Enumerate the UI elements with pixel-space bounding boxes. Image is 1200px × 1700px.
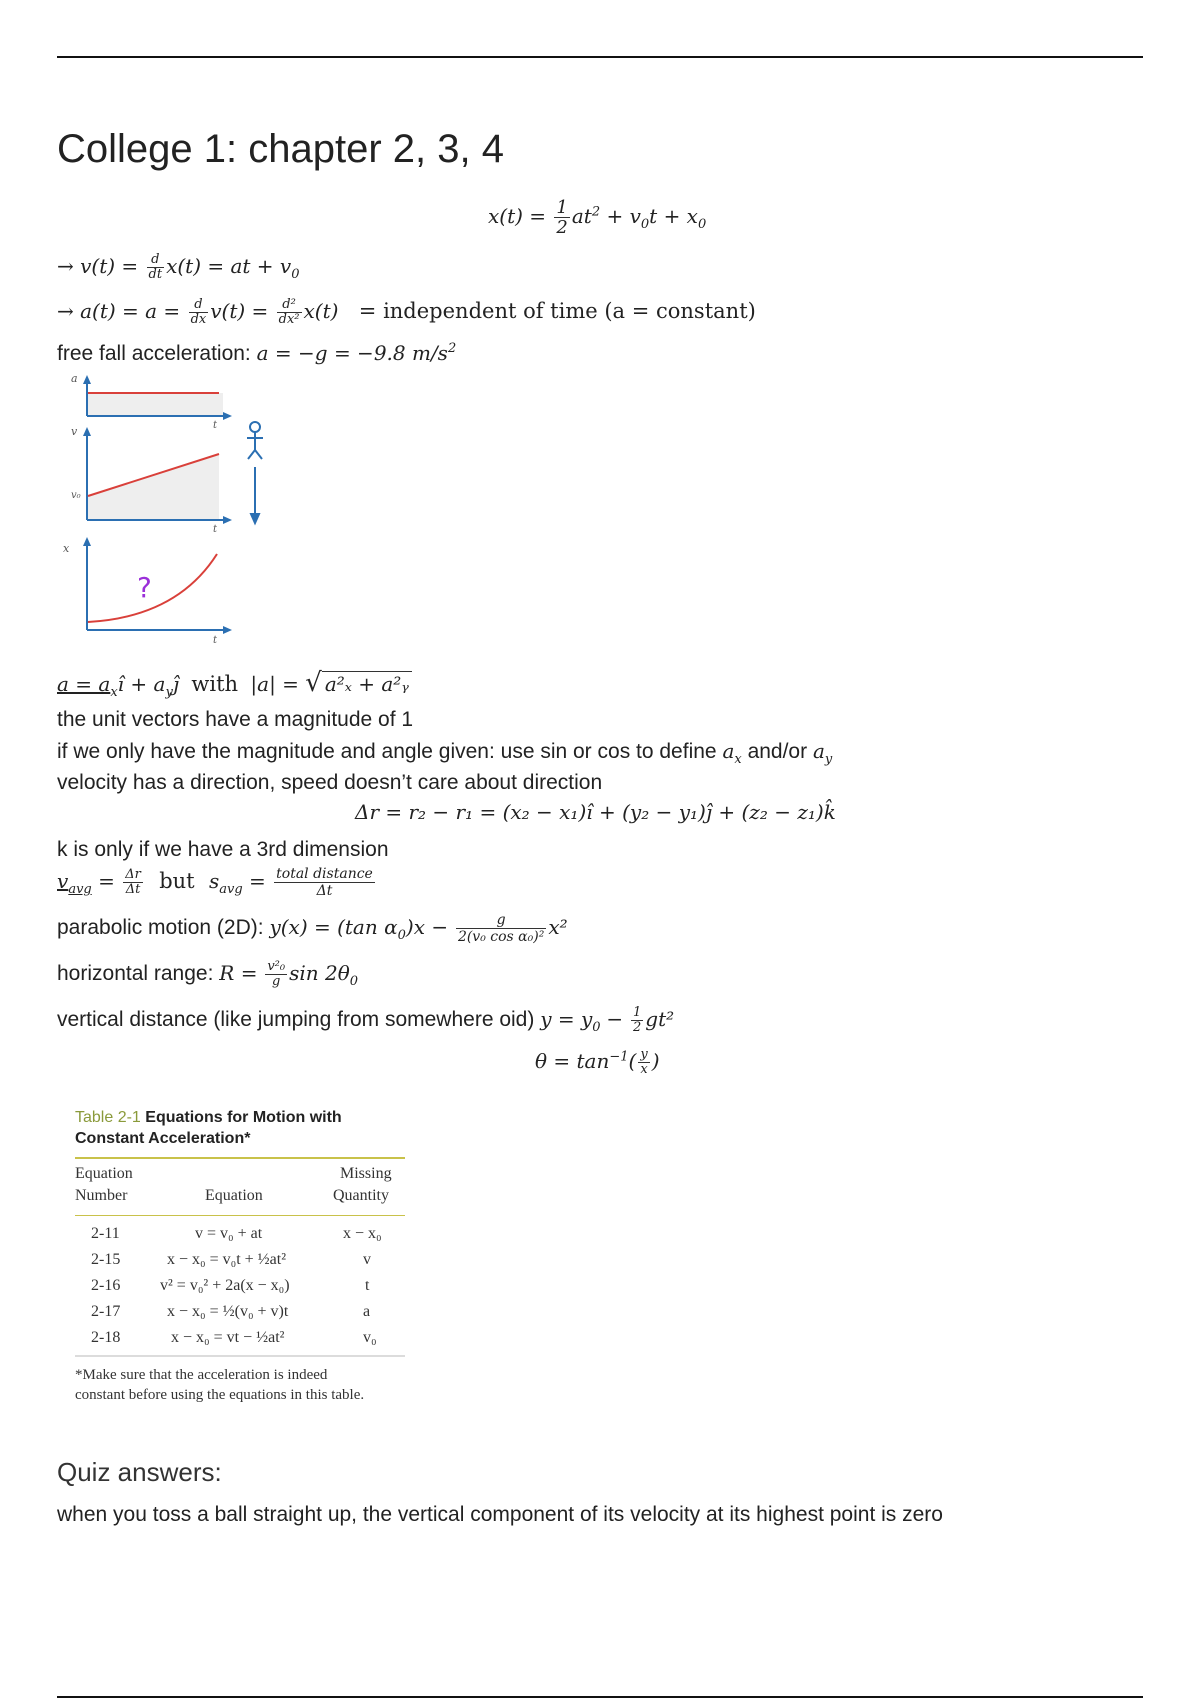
unit-vectors-line: the unit vectors have a magnitude of 1 (57, 708, 414, 731)
mag-angle-line: if we only have the magnitude and angle given: use sin or cos to define $a_x$ and/or $a_y$ (57, 739, 833, 768)
graph-x (63, 537, 232, 646)
svg-text:a: a (71, 372, 78, 385)
third-dimension-line: k is only if we have a 3rd dimension (57, 838, 389, 861)
graph-x-curve (88, 554, 217, 622)
table-footnote: *Make sure that the acceleration is indeed constant before using the equations in this table. (75, 1367, 365, 1403)
svg-text:t: t (213, 524, 218, 535)
velocity-speed-line: velocity has a direction, speed doesn’t care about direction (57, 771, 603, 794)
quiz-heading: Quiz answers: (57, 1457, 222, 1487)
average-velocity-line: $v_{avg}$ = $\frac{\Delta r}{\Delta t}$ but $s_{avg}$ = $\frac{\text{total distance}}{\Delta t}$ (57, 866, 373, 899)
delta-r-equation: Δr = r₂ − r₁ = (x₂ − x₁)î + (y₂ − y₁)ĵ + (z₂ − z₁)k̂ (355, 800, 836, 824)
graph-v (71, 425, 232, 535)
table-row: 2-17 x − x₀ = ½(v₀ + v)t a (91, 1303, 371, 1320)
table-row: 2-16 v² = v₀² + 2a(x − x₀) t (91, 1277, 370, 1294)
svg-text:x: x (63, 542, 70, 555)
table-header: Equation Number Equation Missing Quantity (75, 1165, 392, 1204)
svg-text:t: t (213, 635, 218, 646)
eq-position: x(t) = $\frac{1}{2}$ $at^2 + v_0t + x_0$ (488, 197, 707, 238)
quiz-answer: when you toss a ball straight up, the vertical component of its velocity at its highest point is zero (57, 1503, 943, 1526)
vector-a-line: $a = a_xî$ + $a_yĵ$ with |a| = √ a²ₓ + a²ᵧ (57, 668, 412, 700)
vertical-distance-line: vertical distance (like jumping from somewhere oid) $y = y_0$ − $\frac{1}{2}$ gt² (57, 1005, 675, 1036)
table-caption: Table 2-1 Equations for Motion with Constant Acceleration* (75, 1109, 342, 1147)
table-row: 2-15 x − x₀ = v₀t + ½at² v (91, 1251, 371, 1268)
parabolic-motion-line: parabolic motion (2D): y(x) = (tan $\alpha_0)x$ − $\frac{g}{\text{2(v₀ cos α₀)²}}$ x² (57, 912, 568, 945)
svg-text:t: t (213, 420, 218, 431)
horizontal-range-line: horizontal range: R = $\frac{\text{v²₀}}{g}$ $\sin 2\theta_0$ (57, 959, 359, 990)
eq-acceleration: → a(t) = a = $\frac{d}{dx}$ v(t) = $\frac{\text{d²}}{\text{dx²}}$ x(t) = independent of time (a = constant) (57, 297, 756, 327)
svg-text:v₀: v₀ (71, 490, 81, 501)
theta-equation: $\theta = \tan^{-1}$( $\frac{y}{x}$ ) (535, 1047, 660, 1077)
question-mark: ? (137, 571, 152, 604)
equations-table (75, 1107, 405, 1417)
bottom-rule (57, 1696, 1143, 1698)
motion-graphs (57, 372, 277, 647)
svg-text:v: v (71, 425, 78, 438)
page-title: College 1: chapter 2, 3, 4 (57, 127, 504, 171)
top-rule (57, 56, 1143, 58)
table-row: 2-18 x − x₀ = vt − ½at² v₀ (91, 1329, 377, 1346)
table-row: 2-11 v = v₀ + at x − x₀ (91, 1225, 382, 1242)
stick-figure (247, 422, 263, 523)
eq-velocity: → v(t) = $\frac{d}{dt}$ x(t) = at + $v_0$ (57, 252, 300, 282)
free-fall-line: free fall acceleration: a = −g = −9.8 $m/s^2$ (57, 341, 457, 365)
graph-a (71, 372, 232, 431)
